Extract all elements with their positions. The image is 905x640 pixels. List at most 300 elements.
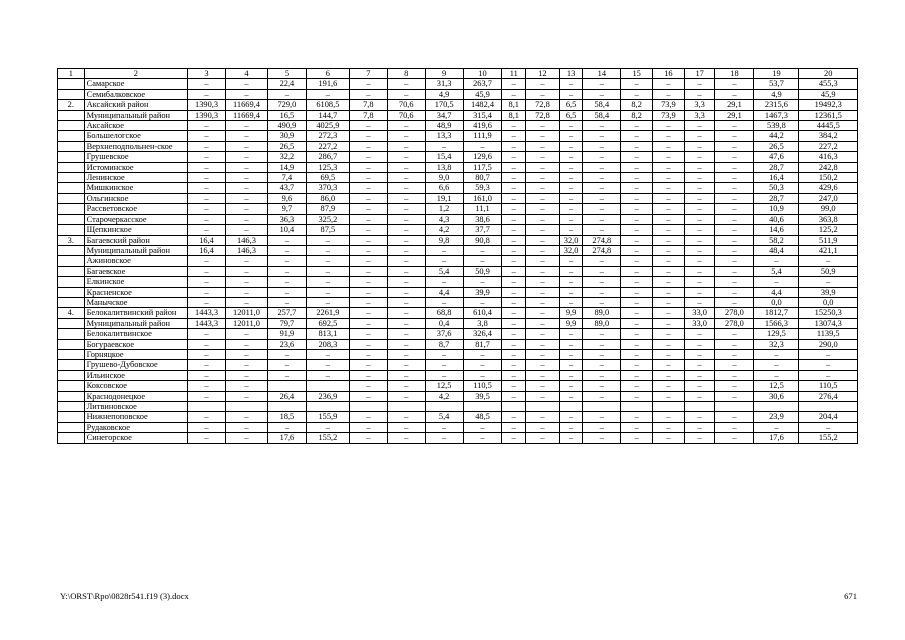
value-cell: – [349,370,387,380]
value-cell: – [653,277,685,287]
value-cell: 117,5 [463,162,502,172]
value-cell: 87,5 [306,225,349,235]
value-cell: – [349,162,387,172]
value-cell: – [225,183,267,193]
value-cell: – [715,412,754,422]
value-cell: – [653,235,685,245]
value-cell: 204,4 [799,412,858,422]
column-number-cell: 14 [583,69,621,79]
value-cell: – [715,89,754,99]
value-cell: – [267,360,306,370]
value-cell: – [559,256,583,266]
value-cell: – [684,277,715,287]
value-cell: – [387,79,425,89]
value-cell: 70,6 [387,110,425,120]
entity-name-cell: Истоминское [84,162,187,172]
value-cell: – [526,183,560,193]
value-cell: 9,7 [267,204,306,214]
value-cell: – [306,287,349,297]
value-cell: – [267,266,306,276]
value-cell: – [463,360,502,370]
value-cell: – [621,297,653,307]
value-cell: 38,6 [463,214,502,224]
entity-name-cell: Рассветовское [84,204,187,214]
value-cell: – [715,79,754,89]
value-cell: – [267,370,306,380]
value-cell: – [621,141,653,151]
row-number-cell [58,412,85,422]
value-cell [188,402,226,412]
entity-name-cell: Ленинское [84,173,187,183]
value-cell: – [684,329,715,339]
value-cell: – [225,381,267,391]
value-cell: – [653,256,685,266]
value-cell: 39,9 [463,287,502,297]
value-cell: – [715,162,754,172]
value-cell: 429,6 [799,183,858,193]
value-cell: – [267,349,306,359]
entity-name-cell: Аксайское [84,121,187,131]
row-number-cell: 3. [58,235,85,245]
row-number-cell [58,287,85,297]
value-cell: – [621,245,653,255]
row-number-cell: 2. [58,100,85,110]
value-cell: – [653,79,685,89]
value-cell: – [306,422,349,432]
value-cell: – [502,173,526,183]
value-cell: – [188,360,226,370]
value-cell: – [559,79,583,89]
value-cell: 32,0 [559,235,583,245]
value-cell: 26,5 [754,141,799,151]
entity-name-cell: Краснодонецкое [84,391,187,401]
value-cell: – [267,287,306,297]
row-number-cell [58,173,85,183]
value-cell: 16,4 [188,245,226,255]
value-cell: – [559,433,583,443]
entity-name-cell: Багаевский район [84,235,187,245]
value-cell: – [463,277,502,287]
row-number-cell [58,193,85,203]
value-cell: 144,7 [306,110,349,120]
value-cell: – [387,422,425,432]
row-number-cell [58,277,85,287]
value-cell: – [502,318,526,328]
value-cell: 4,3 [425,214,463,224]
value-cell: – [387,89,425,99]
value-cell: 33,0 [684,318,715,328]
value-cell: – [715,204,754,214]
value-cell [267,381,306,391]
value-cell: 45,9 [799,89,858,99]
value-cell: – [502,433,526,443]
value-cell: – [387,287,425,297]
value-cell: – [559,329,583,339]
value-cell: – [188,225,226,235]
entity-name-cell: Манычское [84,297,187,307]
value-cell: 69,5 [306,173,349,183]
row-number-cell [58,121,85,131]
value-cell: – [653,360,685,370]
value-cell: – [684,141,715,151]
value-cell: 129,6 [463,152,502,162]
entity-name-cell: Ажиновское [84,256,187,266]
value-cell: – [225,360,267,370]
value-cell: – [684,339,715,349]
value-cell: – [715,152,754,162]
value-cell: – [583,204,621,214]
entity-name-cell: Ильинское [84,370,187,380]
value-cell [799,402,858,412]
value-cell: – [583,349,621,359]
value-cell: – [621,193,653,203]
value-cell: – [349,141,387,151]
value-cell: 32,2 [267,152,306,162]
value-cell: – [387,412,425,422]
value-cell [349,402,387,412]
table-row [58,381,858,391]
value-cell: – [653,183,685,193]
value-cell: – [684,79,715,89]
value-cell: 2261,9 [306,308,349,318]
value-cell: 68,8 [425,308,463,318]
value-cell: 325,2 [306,214,349,224]
value-cell: – [188,381,226,391]
value-cell: – [387,391,425,401]
row-number-cell [58,204,85,214]
table-row [58,391,858,401]
table-row [58,266,858,276]
value-cell: 8,7 [425,339,463,349]
value-cell: – [425,370,463,380]
value-cell: – [225,256,267,266]
value-cell: – [526,79,560,89]
value-cell: – [653,339,685,349]
value-cell: – [653,287,685,297]
value-cell: – [526,214,560,224]
value-cell [306,381,349,391]
value-cell: – [526,277,560,287]
entity-name-cell: Ольгинское [84,193,187,203]
value-cell: 227,2 [799,141,858,151]
value-cell: – [349,277,387,287]
table-row [58,318,858,328]
value-cell: 28,7 [754,162,799,172]
row-number-cell [58,110,85,120]
value-cell: – [188,131,226,141]
value-cell: – [188,214,226,224]
entity-name-cell: Семибалковское [84,89,187,99]
value-cell: – [526,235,560,245]
value-cell [684,402,715,412]
value-cell: – [349,225,387,235]
value-cell: – [225,412,267,422]
value-cell: – [715,381,754,391]
value-cell: 17,6 [754,433,799,443]
value-cell: – [653,245,685,255]
value-cell: – [387,204,425,214]
value-cell: – [754,349,799,359]
value-cell: – [684,121,715,131]
value-cell: – [463,433,502,443]
value-cell: – [715,183,754,193]
value-cell: – [583,141,621,151]
value-cell: 263,7 [463,79,502,89]
entity-name-cell: Коксовское [84,381,187,391]
value-cell: 1566,3 [754,318,799,328]
value-cell: 9,8 [425,235,463,245]
value-cell: – [653,131,685,141]
value-cell: – [225,204,267,214]
value-cell: 12,5 [425,381,463,391]
value-cell: 12,5 [754,381,799,391]
value-cell: – [387,370,425,380]
value-cell: 16,5 [267,110,306,120]
value-cell: – [387,183,425,193]
table-row [58,339,858,349]
value-cell: 19492,3 [799,100,858,110]
value-cell [583,402,621,412]
value-cell: – [387,360,425,370]
value-cell: – [754,256,799,266]
value-cell: – [387,349,425,359]
value-cell: – [684,214,715,224]
value-cell: – [684,391,715,401]
entity-name-cell: Горняцкое [84,349,187,359]
value-cell: 692,5 [306,318,349,328]
value-cell: 81,7 [463,339,502,349]
value-cell: – [559,214,583,224]
value-cell: – [583,79,621,89]
value-cell: 1443,3 [188,308,226,318]
column-number-cell: 5 [267,69,306,79]
value-cell: – [349,235,387,245]
value-cell: – [387,193,425,203]
value-cell: – [306,370,349,380]
value-cell: – [225,121,267,131]
value-cell: – [349,287,387,297]
table-row [58,422,858,432]
value-cell: – [188,287,226,297]
table-row [58,141,858,151]
value-cell: – [387,173,425,183]
value-cell: 8,2 [621,110,653,120]
value-cell: – [621,121,653,131]
value-cell: 99,0 [799,204,858,214]
table-row [58,89,858,99]
value-cell: 125,2 [799,225,858,235]
value-cell: 90,8 [463,235,502,245]
value-cell: – [526,131,560,141]
value-cell: 12011,0 [225,318,267,328]
value-cell: 813,1 [306,329,349,339]
value-cell: 70,6 [387,100,425,110]
row-number-cell [58,152,85,162]
column-number-cell: 19 [754,69,799,79]
value-cell: – [684,89,715,99]
column-number-cell: 15 [621,69,653,79]
value-cell: – [559,162,583,172]
value-cell: 50,3 [754,183,799,193]
value-cell: 37,7 [463,225,502,235]
value-cell: 79,7 [267,318,306,328]
value-cell: 12361,5 [799,110,858,120]
value-cell [463,402,502,412]
value-cell: – [225,391,267,401]
table-row [58,162,858,172]
row-number-cell [58,370,85,380]
value-cell: 242,8 [799,162,858,172]
value-cell: – [799,360,858,370]
entity-name-cell: Красненское [84,287,187,297]
row-number-cell [58,381,85,391]
value-cell: – [425,422,463,432]
value-cell: – [621,370,653,380]
value-cell: – [583,297,621,307]
entity-name-cell: Муниципальный район [84,318,187,328]
value-cell: – [583,89,621,99]
row-number-cell [58,349,85,359]
value-cell: – [559,381,583,391]
value-cell [425,402,463,412]
row-number-cell [58,89,85,99]
value-cell: – [621,412,653,422]
value-cell: – [653,162,685,172]
value-cell: – [621,204,653,214]
value-cell: – [306,235,349,245]
value-cell: – [653,214,685,224]
value-cell: 9,0 [425,173,463,183]
value-cell: – [559,89,583,99]
row-number-cell [58,79,85,89]
value-cell: 1390,3 [188,110,226,120]
table-row [58,287,858,297]
value-cell: – [559,297,583,307]
row-number-cell [58,141,85,151]
value-cell: 26,4 [267,391,306,401]
value-cell: – [188,256,226,266]
value-cell: – [502,391,526,401]
value-cell: – [387,339,425,349]
value-cell: – [502,256,526,266]
footer-file-path: Y:\ORST\Rpo\0828r541.f19 (3).docx [60,591,189,601]
value-cell: – [621,131,653,141]
value-cell: – [583,370,621,380]
value-cell: 3,3 [684,100,715,110]
column-number-cell: 16 [653,69,685,79]
value-cell: – [225,131,267,141]
value-cell: – [349,245,387,255]
value-cell: – [653,204,685,214]
value-cell: – [583,266,621,276]
value-cell: – [653,89,685,99]
value-cell: – [526,193,560,203]
value-cell: 155,2 [799,433,858,443]
value-cell: 28,7 [754,193,799,203]
value-cell: 276,4 [799,391,858,401]
value-cell: – [502,381,526,391]
value-cell: – [349,339,387,349]
entity-name-cell: Аксайский район [84,100,187,110]
value-cell: – [621,152,653,162]
value-cell: – [387,256,425,266]
value-cell: – [583,183,621,193]
value-cell: – [425,433,463,443]
value-cell: – [715,433,754,443]
value-cell: – [349,193,387,203]
entity-name-cell: Большелогское [84,131,187,141]
column-number-cell: 9 [425,69,463,79]
value-cell: 170,5 [425,100,463,110]
value-cell: – [463,297,502,307]
table-row [58,245,858,255]
value-cell: – [684,162,715,172]
value-cell: – [526,318,560,328]
value-cell: – [188,391,226,401]
value-cell: – [425,245,463,255]
value-cell: 8,1 [502,100,526,110]
value-cell: – [349,89,387,99]
value-cell: – [502,204,526,214]
entity-name-cell: Нижнепоповское [84,412,187,422]
value-cell: – [799,256,858,266]
value-cell: 0,0 [754,297,799,307]
value-cell: – [526,141,560,151]
value-cell: 31,3 [425,79,463,89]
value-cell: – [653,173,685,183]
value-cell: – [188,339,226,349]
value-cell: – [621,329,653,339]
value-cell: – [715,214,754,224]
value-cell: 89,0 [583,308,621,318]
value-cell: 155,9 [306,412,349,422]
value-cell: – [502,297,526,307]
value-cell: – [502,360,526,370]
value-cell: – [684,412,715,422]
value-cell: – [349,214,387,224]
value-cell: – [502,152,526,162]
value-cell: – [502,245,526,255]
value-cell: 11669,4 [225,110,267,120]
value-cell: 729,0 [267,100,306,110]
value-cell: – [188,422,226,432]
value-cell: – [188,329,226,339]
value-cell: 6,6 [425,183,463,193]
value-cell: – [715,245,754,255]
column-number-cell: 20 [799,69,858,79]
value-cell: – [715,131,754,141]
value-cell: 26,5 [267,141,306,151]
value-cell: – [387,131,425,141]
value-cell [526,402,560,412]
value-cell: – [684,349,715,359]
value-cell: 3,3 [684,110,715,120]
value-cell: 1443,3 [188,318,226,328]
value-cell: – [621,422,653,432]
value-cell: – [621,277,653,287]
value-cell: 384,2 [799,131,858,141]
value-cell: – [387,245,425,255]
value-cell: 40,6 [754,214,799,224]
value-cell: – [225,287,267,297]
value-cell: – [502,287,526,297]
value-cell: – [267,235,306,245]
value-cell: – [502,162,526,172]
value-cell: 326,4 [463,329,502,339]
value-cell: – [684,381,715,391]
value-cell: 58,2 [754,235,799,245]
value-cell: – [559,204,583,214]
